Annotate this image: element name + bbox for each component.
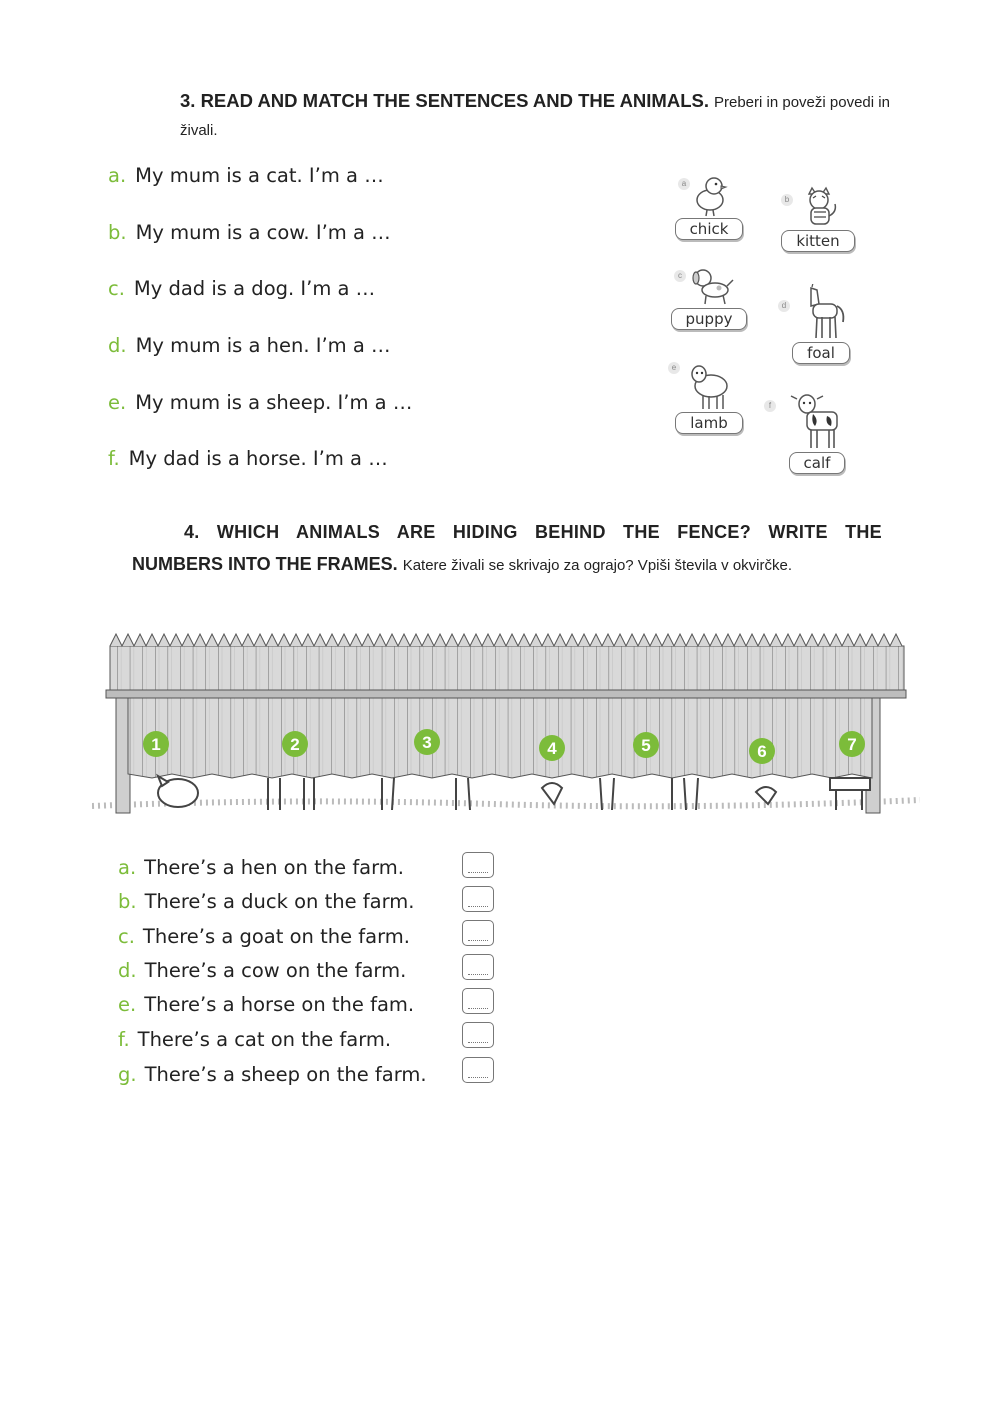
sentence-letter: a.	[108, 164, 127, 187]
sentence-e	[108, 391, 412, 414]
sentence-letter: e.	[108, 391, 127, 414]
fence-number-1-text: 1	[151, 735, 161, 754]
animal-card-kitten[interactable]	[773, 186, 863, 252]
sentence-letter: e.	[118, 993, 137, 1016]
fence-number-3	[414, 729, 440, 755]
sentence-letter: d.	[118, 959, 137, 982]
lamb-icon	[681, 356, 737, 412]
sentence-letter: f.	[108, 447, 120, 470]
animal-card-puppy[interactable]	[664, 266, 754, 330]
sentence-letter: c.	[108, 277, 125, 300]
animal-card-calf[interactable]	[768, 390, 862, 474]
exercise-3-heading: 3. READ AND MATCH THE SENTENCES AND THE ANIMALS.	[180, 90, 709, 111]
sentence-letter: a.	[118, 856, 137, 879]
fence-number-1	[143, 731, 169, 757]
fence-number-3-text: 3	[422, 733, 432, 752]
animal-card-foal[interactable]	[776, 284, 866, 364]
animal-label-calf: calf	[789, 452, 846, 474]
sentence-b	[108, 221, 391, 244]
animal-tag: f	[764, 400, 776, 412]
sentence-f	[108, 447, 388, 470]
sentence-letter: b.	[108, 221, 127, 244]
answer-box-a[interactable]	[462, 852, 494, 878]
sentence-letter: f.	[118, 1028, 130, 1051]
answer-box-b[interactable]	[462, 886, 494, 912]
animal-label-foal: foal	[792, 342, 850, 364]
fence-sentence-d	[118, 959, 406, 982]
sentence-text: There’s a sheep on the farm.	[144, 1063, 427, 1086]
exercise-4-heading-line2	[132, 548, 882, 582]
animal-label-chick: chick	[675, 218, 744, 240]
sentence-letter: g.	[118, 1063, 137, 1086]
sentence-text: There’s a goat on the farm.	[142, 925, 410, 948]
sentence-d	[108, 334, 391, 357]
animal-label-puppy: puppy	[671, 308, 748, 330]
sentence-text: There’s a duck on the farm.	[144, 890, 415, 913]
fence-sentence-b	[118, 890, 414, 913]
sentence-letter: c.	[118, 925, 135, 948]
answer-box-d[interactable]	[462, 954, 494, 980]
fence-sentence-c	[118, 925, 410, 948]
sentence-letter: b.	[118, 890, 137, 913]
animal-card-chick[interactable]	[664, 172, 754, 240]
sentence-text: My dad is a horse. I’m a …	[128, 447, 388, 470]
exercise-4-instruction: Katere živali se skrivajo za ograjo? Vpiši števila v okvirčke.	[402, 557, 793, 574]
kitten-icon	[793, 186, 843, 230]
sentence-c	[108, 277, 375, 300]
sentence-text: My mum is a cow. I’m a …	[135, 221, 391, 244]
fence-sentence-a	[118, 856, 404, 879]
fence-number-4	[539, 735, 565, 761]
sentence-text: There’s a horse on the fam.	[144, 993, 415, 1016]
sentence-text: My dad is a dog. I’m a …	[133, 277, 376, 300]
fence-sentence-g	[118, 1063, 427, 1086]
sentence-text: There’s a cat on the farm.	[137, 1028, 392, 1051]
exercise-4-heading: 4. WHICH ANIMALS ARE HIDING BEHIND THE FENCE? WRITE THE	[184, 522, 882, 542]
answer-box-e[interactable]	[462, 988, 494, 1014]
fence-number-6	[749, 738, 775, 764]
exercise-3-instruction: Preberi in poveži povedi in živali.	[180, 94, 890, 139]
exercise-3-title	[180, 88, 900, 144]
calf-icon	[787, 390, 847, 452]
exercise-4-title	[132, 516, 882, 582]
fence-number-7-text: 7	[847, 735, 857, 754]
animal-tag: c	[674, 270, 686, 282]
answer-box-c[interactable]	[462, 920, 494, 946]
chick-icon	[684, 172, 734, 218]
fence-number-4-text: 4	[547, 739, 557, 758]
fence-number-2	[282, 731, 308, 757]
fence-number-5	[633, 732, 659, 758]
animal-tag: b	[781, 194, 793, 206]
fence-illustration	[92, 628, 920, 833]
fence-number-6-text: 6	[757, 742, 767, 761]
sentence-letter: d.	[108, 334, 127, 357]
fence-number-7	[839, 731, 865, 757]
puppy-icon	[681, 266, 737, 308]
animal-tag: e	[668, 362, 680, 374]
sentence-text: My mum is a sheep. I’m a …	[135, 391, 413, 414]
sentence-text: There’s a hen on the farm.	[144, 856, 404, 879]
fence-number-5-text: 5	[641, 736, 651, 755]
sentence-a	[108, 164, 384, 187]
fence-sentence-f	[118, 1028, 391, 1051]
animal-card-lamb[interactable]	[664, 356, 754, 434]
foal-icon	[793, 284, 849, 342]
answer-box-f[interactable]	[462, 1022, 494, 1048]
animal-label-lamb: lamb	[675, 412, 743, 434]
sentence-text: My mum is a cat. I’m a …	[135, 164, 384, 187]
sentence-text: My mum is a hen. I’m a …	[135, 334, 391, 357]
animal-tag: a	[678, 178, 690, 190]
answer-box-g[interactable]	[462, 1057, 494, 1083]
exercise-4-heading-bold: NUMBERS INTO THE FRAMES.	[132, 554, 398, 574]
fence-number-2-text: 2	[290, 735, 300, 754]
animal-label-kitten: kitten	[781, 230, 854, 252]
animal-tag: d	[778, 300, 790, 312]
sentence-text: There’s a cow on the farm.	[144, 959, 407, 982]
fence-sentence-e	[118, 993, 414, 1016]
